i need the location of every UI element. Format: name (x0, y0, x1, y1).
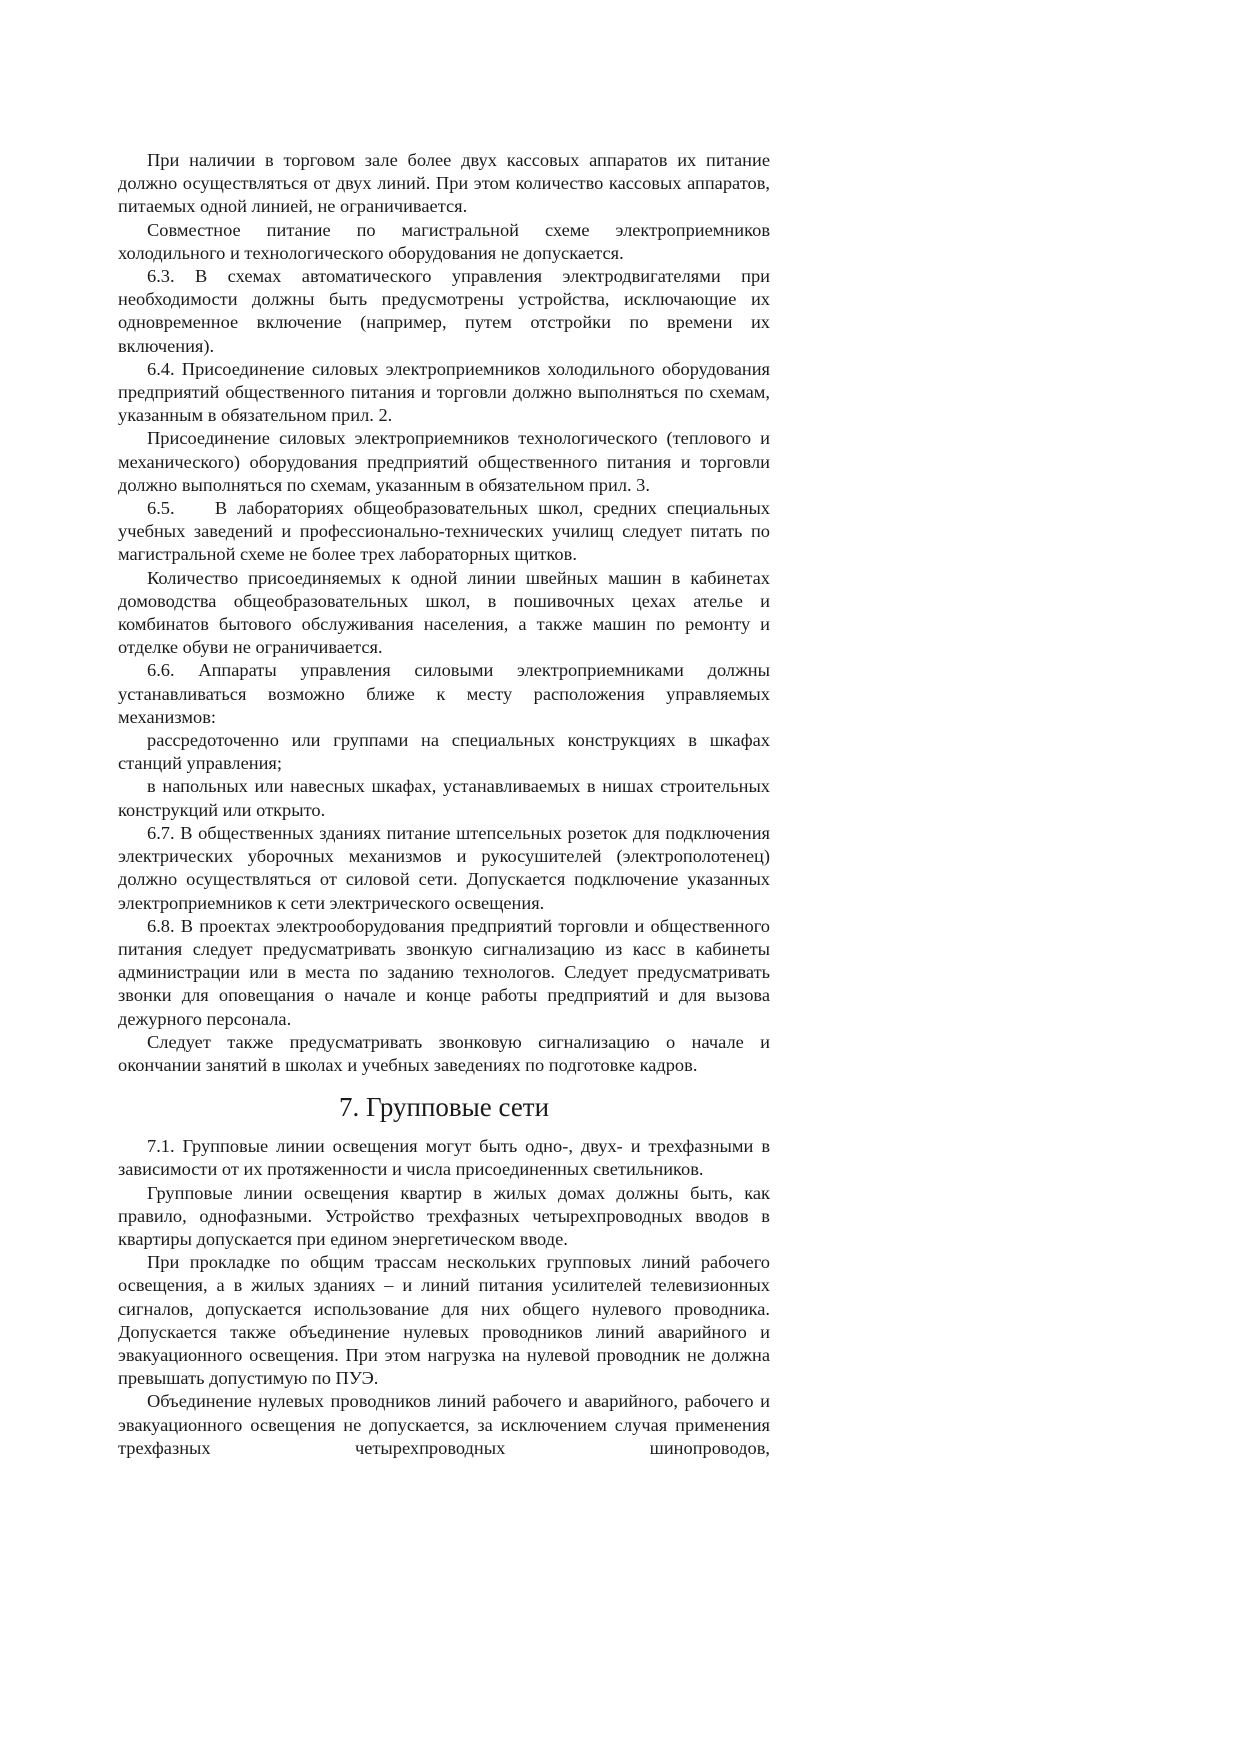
paragraph-6-6-distributed: рассредоточенно или группами на специальных конструкциях в шкафах станций управления; (118, 730, 770, 774)
paragraph-7-1-apartments: Групповые линии освещения квартир в жилых домах должны быть, как правило, однофазными. Устройство трехфазных четырехпроводных вводов в квартиры допускается при едином энергетическом вводе. (118, 1182, 770, 1249)
paragraph-6-5: 6.5. В лабораториях общеобразовательных школ, средних специальных учебных заведений и профессионально-технических училищ следует питать по магистральной схеме не более трех лабораторных щитков. (118, 498, 770, 565)
paragraph-joint-supply: Совместное питание по магистральной схеме электроприемников холодильного и технологического оборудования не допускается. (118, 219, 770, 263)
paragraph-6-7: 6.7. В общественных зданиях питание штепсельных розеток для подключения электрических уборочных механизмов и рукосушителей (электрополотенец) должно осуществляться от силовой сети. Допускается подключение указанных электроприемников к сети электрического освещения. (118, 822, 770, 913)
paragraph-6-8-schools: Следует также предусматривать звонковую сигнализацию о начале и окончании занятий в школах и учебных заведениях по подготовке кадров. (118, 1031, 770, 1075)
paragraph-6-6-cabinets: в напольных или навесных шкафах, устанавливаемых в нишах строительных конструкций или открыто. (118, 776, 770, 820)
paragraph-sewing-machines: Количество присоединяемых к одной линии швейных машин в кабинетах домоводства общеобразовательных школ, в пошивочных цехах ателье и комбинатов бытового обслуживания населения, а также машин по ремонту и отделке обуви не ограничивается. (118, 567, 770, 658)
paragraph-6-6: 6.6. Аппараты управления силовыми электроприемниками должны устанавливаться возможно ближе к месту расположения управляемых механизмов: (118, 660, 770, 727)
paragraph-7-1: 7.1. Групповые линии освещения могут быть одно-, двух- и трехфазными в зависимости от их протяженности и числа присоединенных светильников. (118, 1136, 770, 1180)
paragraph-cash-registers: При наличии в торговом зале более двух кассовых аппаратов их питание должно осуществляться от двух линий. При этом количество кассовых аппаратов, питаемых одной линией, не ограничивается. (118, 150, 770, 217)
section-title: 7. Групповые сети (338, 1092, 550, 1123)
paragraph-7-1-common-routes: При прокладке по общим трассам нескольких групповых линий рабочего освещения, а в жилых зданиях – и линий питания усилителей телевизионных сигналов, допускается использование для них общего нулевого проводника. Допускается также объединение нулевых проводников линий аварийного и эвакуационного освещения. При этом нагрузка на нулевой проводник не должна превышать допустимую по ПУЭ. (118, 1252, 770, 1389)
paragraph-6-3: 6.3. В схемах автоматического управления электродвигателями при необходимости должны быть предусмотрены устройства, исключающие их одновременное включение (например, путем отстройки по времени их включения). (118, 266, 770, 356)
document-page (118, 149, 770, 1460)
paragraph-6-8: 6.8. В проектах электрооборудования предприятий торговли и общественного питания следует предусматривать звонкую сигнализацию из касс в кабинеты администрации или в места по заданию технологов. Следует предусматривать звонки для оповещания о начале и конце работы предприятий и для вызова дежурного персонала. (118, 915, 770, 1029)
paragraph-6-4-technological: Присоединение силовых электроприемников технологического (теплового и механического) оборудования предприятий общественного питания и торговли должно выполняться по схемам, указанным в обязательном прил. 3. (118, 428, 770, 495)
paragraph-6-4: 6.4. Присоединение силовых электроприемников холодильного оборудования предприятий общественного питания и торговли должно выполняться по схемам, указанным в обязательном прил. 2. (118, 358, 770, 426)
paragraph-7-1-neutral-conductors: Объединение нулевых проводников линий рабочего и аварийного, рабочего и эвакуационного освещения не допускается, за исключением случая применения трехфазных четырехпроводных шинопроводов, (118, 1391, 770, 1458)
